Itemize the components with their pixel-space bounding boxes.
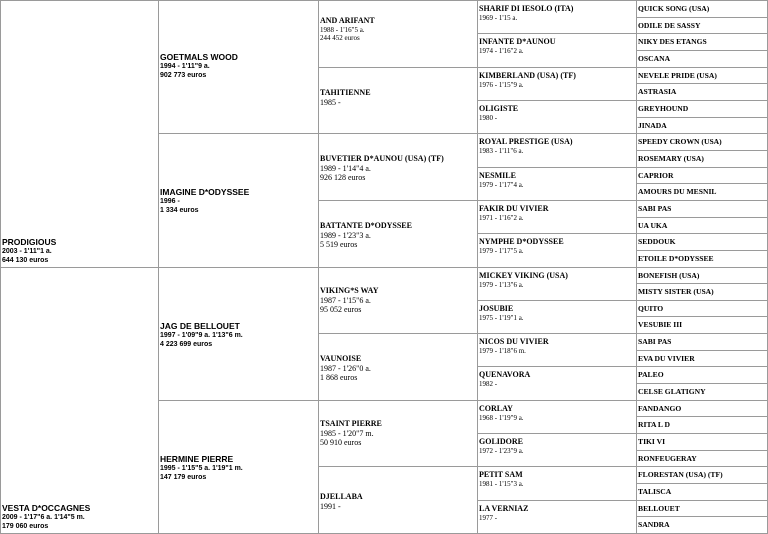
horse-name: SPEEDY CROWN (USA) (638, 137, 722, 146)
horse-name: PETIT SAM (479, 470, 523, 479)
horse-year-record: 1981 - 1'15"3 a. (479, 480, 524, 488)
horse-name: VAUNOISE (320, 354, 362, 363)
horse-earnings: 50 910 euros (320, 438, 362, 447)
horse-name: CORLAY (479, 404, 513, 413)
horse-year-record: 1971 - 1'16"2 a. (479, 214, 524, 222)
gen5-horse-cell (636, 400, 768, 417)
gen5-horse-cell (636, 483, 768, 501)
horse-name: FLORESTAN (USA) (TF) (638, 470, 723, 479)
horse-name: MICKEY VIKING (USA) (479, 271, 568, 280)
gen2-horse-cell (158, 400, 319, 534)
horse-earnings: 4 223 699 euros (160, 341, 213, 348)
horse-name: ROSEMARY (USA) (638, 154, 704, 163)
horse-name: EVA DU VIVIER (638, 353, 695, 363)
horse-name: VESTA D*OCCAGNES (2, 503, 91, 513)
horse-name: PRODIGIOUS (2, 237, 57, 247)
horse-name: QUICK SONG (USA) (638, 4, 710, 13)
horse-earnings: 95 052 euros (320, 305, 362, 314)
horse-name: QUENAVORA (479, 370, 531, 379)
horse-name: CAPRIOR (638, 170, 674, 180)
gen3-horse-cell (318, 267, 478, 334)
gen4-horse-cell (477, 200, 637, 234)
gen3-horse-cell (318, 333, 478, 401)
horse-earnings: 1 868 euros (320, 373, 358, 382)
gen2-horse-cell (158, 267, 319, 401)
horse-earnings: 1 334 euros (160, 207, 199, 214)
gen4-horse-cell (477, 233, 637, 268)
horse-year-record: 1979 - 1'17"5 a. (479, 247, 524, 255)
horse-name: OLIGISTE (479, 104, 519, 113)
gen5-horse-cell (636, 150, 768, 168)
gen5-horse-cell (636, 267, 768, 284)
horse-name: TALISCA (638, 487, 672, 496)
horse-name: JINADA (638, 120, 667, 130)
horse-year-record: 1983 - 1'11"6 a. (479, 147, 524, 155)
gen4-horse-cell (477, 267, 637, 301)
gen5-horse-cell (636, 50, 768, 68)
horse-name: SABI PAS (638, 337, 672, 346)
gen5-horse-cell (636, 416, 768, 434)
horse-year-record: 1989 - 1'23"3 a. (320, 231, 371, 240)
gen4-horse-cell (477, 400, 637, 434)
gen3-horse-cell (318, 466, 478, 534)
horse-name: CELSE GLATIGNY (638, 387, 706, 396)
gen4-horse-cell (477, 433, 637, 467)
gen5-horse-cell (636, 466, 768, 484)
gen4-horse-cell (477, 366, 637, 401)
horse-name: HERMINE PIERRE (160, 454, 234, 464)
horse-year-record: 2003 - 1'11"1 a. (2, 248, 52, 255)
horse-name: NYMPHE D*ODYSSEE (479, 237, 564, 246)
horse-earnings: 244 452 euros (320, 34, 360, 42)
gen5-horse-cell (636, 183, 768, 201)
horse-name: GOETMALS WOOD (160, 52, 238, 62)
horse-name: JAG DE BELLOUET (160, 321, 240, 331)
gen3-horse-cell (318, 400, 478, 467)
gen4-horse-cell (477, 33, 637, 68)
horse-name: ODILE DE SASSY (638, 20, 701, 30)
gen5-horse-cell (636, 250, 768, 268)
gen5-horse-cell (636, 167, 768, 184)
horse-name: AMOURS DU MESNIL (638, 187, 717, 196)
horse-name: SEDDOUK (638, 237, 676, 246)
gen5-horse-cell (636, 500, 768, 517)
horse-year-record: 1987 - 1'15"6 a. (320, 296, 371, 305)
horse-earnings: 147 179 euros (160, 474, 207, 481)
horse-year-record: 1968 - 1'19"9 a. (479, 414, 524, 422)
horse-name: JOSUBIE (479, 304, 514, 313)
horse-name: KIMBERLAND (USA) (TF) (479, 71, 576, 80)
gen5-horse-cell (636, 283, 768, 301)
gen5-horse-cell (636, 17, 768, 34)
horse-name: NESMILE (479, 171, 516, 180)
gen5-horse-cell (636, 0, 768, 18)
gen1-horse-cell (0, 267, 159, 534)
horse-name: VESUBIE III (638, 320, 683, 329)
gen5-horse-cell (636, 350, 768, 367)
gen5-horse-cell (636, 316, 768, 334)
horse-name: RITA L D (638, 420, 670, 429)
horse-name: ROYAL PRESTIGE (USA) (479, 137, 573, 146)
horse-name: BATTANTE D*ODYSSEE (320, 221, 412, 230)
horse-name: BELLOUET (638, 503, 680, 513)
horse-name: QUITO (638, 303, 664, 313)
horse-year-record: 1985 - (320, 98, 341, 107)
gen4-horse-cell (477, 100, 637, 134)
horse-name: RONFEUGERAY (638, 453, 697, 463)
horse-name: PALEO (638, 370, 664, 379)
horse-year-record: 1974 - 1'16"2 a. (479, 47, 524, 55)
horse-name: INFANTE D*AUNOU (479, 37, 556, 46)
gen5-horse-cell (636, 233, 768, 251)
horse-year-record: 1979 - 1'17"4 a. (479, 181, 524, 189)
horse-earnings: 926 128 euros (320, 173, 366, 182)
gen4-horse-cell (477, 0, 637, 34)
gen4-horse-cell (477, 300, 637, 334)
horse-year-record: 1980 - (479, 114, 498, 122)
gen5-horse-cell (636, 100, 768, 118)
gen2-horse-cell (158, 0, 319, 134)
gen5-horse-cell (636, 333, 768, 351)
gen5-horse-cell (636, 217, 768, 234)
horse-name: AND ARIFANT (320, 16, 375, 25)
gen5-horse-cell (636, 516, 768, 534)
gen3-horse-cell (318, 200, 478, 268)
horse-year-record: 2009 - 1'17"6 a. 1'14"5 m. (2, 514, 85, 521)
horse-name: VIKING*S WAY (320, 286, 379, 295)
horse-year-record: 1979 - 1'18"6 m. (479, 347, 526, 355)
horse-name: FANDANGO (638, 403, 682, 413)
horse-name: ASTRASIA (638, 87, 677, 96)
horse-year-record: 1985 - 1'20"7 m. (320, 429, 374, 438)
gen1-horse-cell (0, 0, 159, 268)
gen3-horse-cell (318, 133, 478, 201)
gen4-horse-cell (477, 133, 637, 168)
horse-year-record: 1994 - 1'11"9 a. (160, 63, 210, 70)
gen5-horse-cell (636, 133, 768, 151)
horse-year-record: 1991 - (320, 502, 341, 511)
horse-year-record: 1976 - 1'15"9 a. (479, 81, 524, 89)
horse-year-record: 1979 - 1'13"6 a. (479, 281, 524, 289)
horse-name: OSCANA (638, 54, 671, 63)
horse-earnings: 902 773 euros (160, 72, 207, 79)
horse-name: TIKI VI (638, 437, 666, 446)
gen5-horse-cell (636, 117, 768, 134)
horse-name: MISTY SISTER (USA) (638, 287, 714, 296)
horse-year-record: 1982 - (479, 380, 498, 388)
horse-name: UA UKA (638, 220, 668, 230)
horse-name: LA VERNIAZ (479, 504, 529, 513)
gen3-horse-cell (318, 67, 478, 134)
gen4-horse-cell (477, 67, 637, 101)
gen2-horse-cell (158, 133, 319, 268)
gen5-horse-cell (636, 67, 768, 84)
horse-year-record: 1997 - 1'09"9 a. 1'13"6 m. (160, 332, 243, 339)
gen4-horse-cell (477, 466, 637, 501)
gen5-horse-cell (636, 383, 768, 401)
horse-name: SHARIF DI IESOLO (ITA) (479, 4, 574, 13)
horse-earnings: 179 060 euros (2, 523, 49, 530)
gen4-horse-cell (477, 167, 637, 201)
horse-name: GOLIDORE (479, 437, 524, 446)
horse-year-record: 1977 - (479, 514, 498, 522)
gen5-horse-cell (636, 450, 768, 467)
horse-year-record: 1975 - 1'19"1 a. (479, 314, 524, 322)
horse-earnings: 5 519 euros (320, 240, 358, 249)
horse-name: FAKIR DU VIVIER (479, 204, 549, 213)
horse-name: NEVELE PRIDE (USA) (638, 70, 717, 80)
gen4-horse-cell (477, 333, 637, 367)
horse-name: SANDRA (638, 520, 670, 529)
horse-name: NIKY DES ETANGS (638, 37, 707, 46)
horse-name: IMAGINE D*ODYSSEE (160, 187, 250, 197)
gen5-horse-cell (636, 33, 768, 51)
gen5-horse-cell (636, 433, 768, 451)
horse-earnings: 644 130 euros (2, 257, 49, 264)
horse-year-record: 1987 - 1'26"0 a. (320, 364, 371, 373)
gen5-horse-cell (636, 300, 768, 317)
gen3-horse-cell (318, 0, 478, 68)
horse-year-record: 1996 - (160, 198, 180, 205)
horse-name: NICOS DU VIVIER (479, 337, 549, 346)
gen4-horse-cell (477, 500, 637, 534)
horse-year-record: 1972 - 1'23"9 a. (479, 447, 524, 455)
horse-year-record: 1989 - 1'14"4 a. (320, 164, 371, 173)
horse-name: BUVETIER D*AUNOU (USA) (TF) (320, 154, 444, 163)
gen5-horse-cell (636, 200, 768, 218)
horse-year-record: 1969 - 1'15 a. (479, 14, 518, 22)
horse-name: SABI PAS (638, 204, 672, 213)
gen5-horse-cell (636, 83, 768, 101)
horse-name: TSAINT PIERRE (320, 419, 382, 428)
horse-name: TAHITIENNE (320, 88, 371, 97)
horse-name: ETOILE D*ODYSSEE (638, 254, 714, 263)
horse-year-record: 1988 - 1'16"5 a. (320, 26, 365, 34)
horse-year-record: 1995 - 1'15"5 a. 1'19"1 m. (160, 465, 243, 472)
horse-name: DJELLABA (320, 492, 363, 501)
gen5-horse-cell (636, 366, 768, 384)
horse-name: BONEFISH (USA) (638, 270, 700, 280)
horse-name: GREYHOUND (638, 104, 689, 113)
